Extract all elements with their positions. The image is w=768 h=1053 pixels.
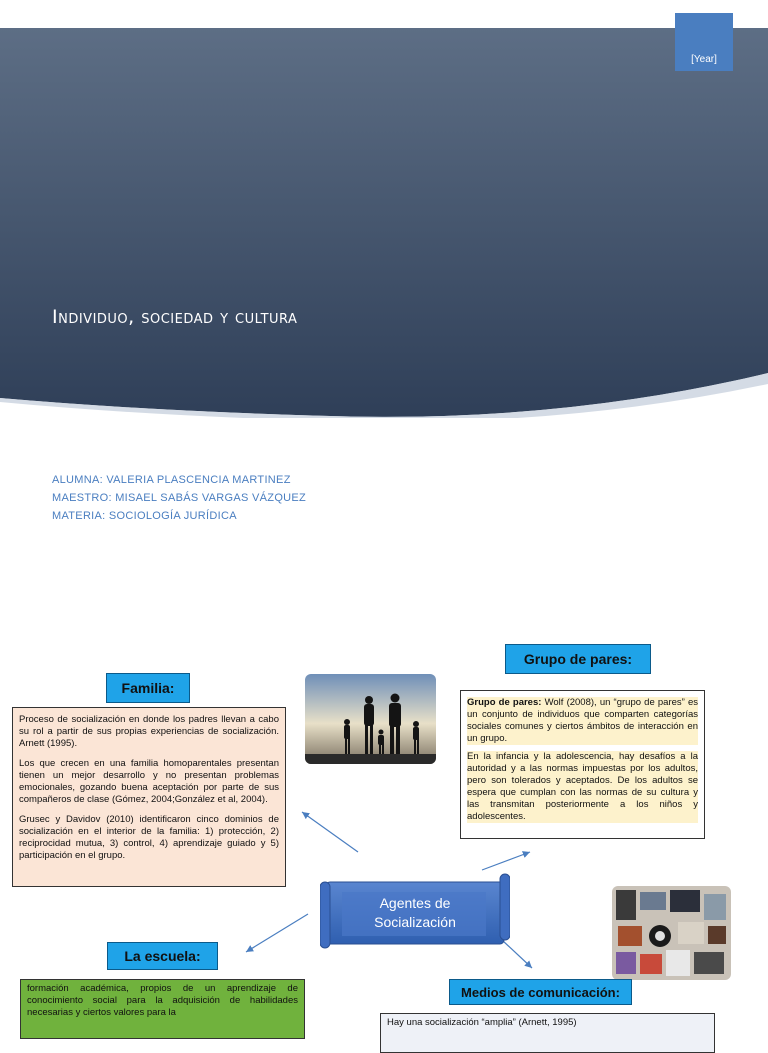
familia-p1: Proceso de socialización en donde los padres llevan a cabo su rol a partir de sus propias experiencias de socialización. Arnett (1995).: [19, 714, 279, 749]
familia-p2: Los que crecen en una familia homoparentales presentan tienen un mejor desarrollo y no presentan problemas emocionales, gozando buena aceptación por parte de sus compañeros de clase (Gómez, 2004;González et al, 2004).: [19, 758, 279, 805]
arrow-familia: [302, 812, 358, 852]
family-photo: [305, 674, 436, 764]
student-line: ALUMNA: VALERIA PLASCENCIA MARTINEZ: [52, 474, 291, 486]
textbox-pares: [460, 690, 705, 839]
cover-banner: [0, 28, 768, 418]
pares-p2: En la infancia y la adolescencia, hay desafíos a la autoridad y a las normas impuestas por los adultos, pero son tolerados y aceptados. De los adultos se espera que cumplan con las normas de su cultura y las transmitan posteriormente a los niños y adolescentes.: [467, 751, 698, 822]
medios-p1: Hay una socialización “amplia” (Arnett, 1995): [387, 1017, 577, 1028]
page-title: Individuo, sociedad y cultura: [52, 306, 298, 328]
media-collage-image: [612, 886, 731, 980]
escuela-p1: formación académica, propios de un aprendizaje de conocimiento social para la adquisición de habilidades necesarias y ciertos valores para la: [27, 983, 298, 1018]
label-pares-text: Grupo de pares:: [523, 651, 633, 667]
arrow-pares: [482, 852, 530, 870]
family-silhouette-image: [305, 674, 436, 764]
textbox-familia: [12, 707, 286, 887]
label-escuela-text: La escuela:: [124, 948, 201, 964]
center-scroll: [320, 872, 510, 952]
label-familia: [106, 673, 190, 703]
label-medios-text: Medios de comunicación:: [461, 984, 620, 1000]
textbox-medios: [380, 1013, 715, 1053]
cover-background: [0, 28, 768, 418]
subject-line: MATERIA: SOCIOLOGÍA JURÍDICA: [52, 510, 237, 522]
label-pares: [505, 644, 651, 674]
media-collage: [612, 886, 731, 980]
label-escuela: [107, 942, 218, 970]
label-medios: [449, 979, 632, 1005]
arrow-escuela: [246, 914, 308, 952]
label-familia-text: Familia:: [121, 680, 175, 696]
teacher-line: MAESTRO: MISAEL SABÁS VARGAS VÁZQUEZ: [52, 492, 307, 504]
year-box[interactable]: [675, 13, 733, 71]
center-line-2: Socialización: [374, 914, 456, 930]
familia-p3: Grusec y Davidov (2010) identificaron cinco dominios de socialización en el interior de la familia: 1) protección, 2) reciprocidad mutua, 3) control, 4) aprendizaje guiado y 5) participación en el grupo.: [19, 814, 279, 861]
textbox-escuela: [20, 979, 305, 1039]
pares-p1: Wolf (2008), un “grupo de pares” es un conjunto de individuos que comparten categorías sociales comunes y ciertos ámbitos de interacción en un grupo.: [467, 697, 699, 744]
year-text: [Year]: [691, 54, 717, 65]
center-line-1: Agentes de: [379, 895, 451, 911]
pares-p1-wrap: [467, 697, 698, 745]
pares-bold: Grupo de pares:: [467, 697, 542, 708]
